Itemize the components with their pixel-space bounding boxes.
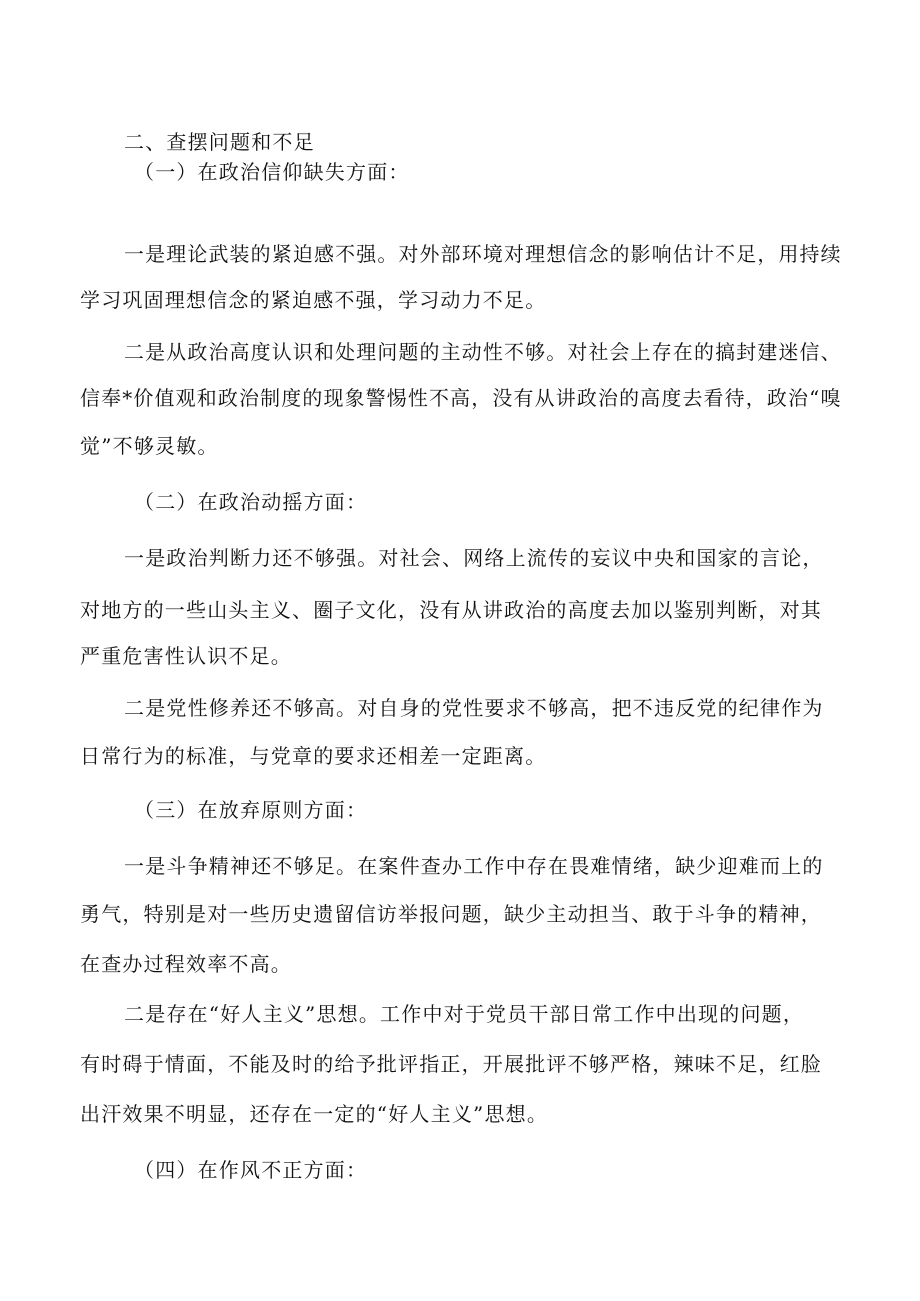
paragraph-line: 严重危害性认识不足。 [80,644,292,668]
subsection-heading-1: （一）在政治信仰缺失方面： [134,160,410,184]
paragraph-line: 一是政治判断力还不够强。对社会、网络上流传的妄议中央和国家的言论， [124,546,824,570]
subsection-heading-4: （四）在作风不正方面： [134,1158,368,1182]
paragraph-line: 二是存在“好人主义”思想。工作中对于党员干部日常工作中出现的问题， [124,1002,805,1026]
section-heading: 二、查摆问题和不足 [124,130,315,154]
paragraph-line: 一是理论武装的紧迫感不强。对外部环境对理想信念的影响估计不足，用持续 [124,242,842,266]
paragraph-line: 觉”不够灵敏。 [80,434,219,458]
paragraph-line: 在查办过程效率不高。 [80,952,292,976]
paragraph-line: 出汗效果不明显，还存在一定的“好人主义”思想。 [80,1102,549,1126]
paragraph-line: 二是从政治高度认识和处理问题的主动性不够。对社会上存在的搞封建迷信、 [124,340,842,364]
paragraph-line: 勇气，特别是对一些历史遗留信访举报问题，缺少主动担当、敢于斗争的精神， [80,902,822,926]
subsection-heading-3: （三）在放弃原则方面： [134,798,368,822]
paragraph-line: 信奉*价值观和政治制度的现象警惕性不高，没有从讲政治的高度去看待，政治“嗅 [80,386,842,410]
paragraph-line: 一是斗争精神还不够足。在案件查办工作中存在畏难情绪，缺少迎难而上的 [124,854,824,878]
paragraph-line: 二是党性修养还不够高。对自身的党性要求不够高，把不违反党的纪律作为 [124,696,824,720]
paragraph-line: 日常行为的标准，与党章的要求还相差一定距离。 [80,744,547,768]
paragraph-line: 学习巩固理想信念的紧迫感不强，学习动力不足。 [80,288,547,312]
subsection-heading-2: （二）在政治动摇方面： [134,490,368,514]
paragraph-line: 有时碍于情面，不能及时的给予批评指正，开展批评不够严格，辣味不足，红脸 [80,1052,822,1076]
paragraph-line: 对地方的一些山头主义、圈子文化，没有从讲政治的高度去加以鉴别判断，对其 [80,598,822,622]
